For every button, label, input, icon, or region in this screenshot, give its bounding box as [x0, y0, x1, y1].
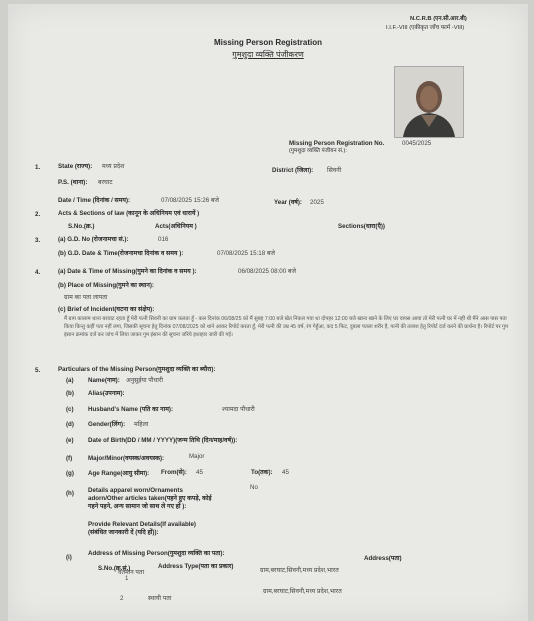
section5-number: 5. — [35, 367, 41, 374]
row-a-key: (a) — [66, 377, 74, 384]
age-range-label: Age Range(आयु सीमा): — [88, 470, 150, 477]
district-label: District (जिला): — [272, 167, 314, 174]
age-from-value: 45 — [196, 469, 203, 476]
major-minor-label: Major/Minor(वयस्क/अवयस्क): — [88, 455, 165, 462]
missing-datetime-value: 06/08/2025 08:00 बजे — [238, 268, 297, 275]
sections-header: Sections(धारा(एँ)) — [338, 223, 385, 230]
name-value: अनुसुईया पौधारी — [126, 377, 163, 384]
gd-no-label: (a) G.D. No (रोजनामचा सं.): — [58, 236, 129, 243]
address-row-1-type: वर्तमान पता — [118, 569, 145, 576]
address-row-1-value: ग्राम,बरघाट,सिवनी,मध्य प्रदेश,भारत — [260, 567, 339, 574]
address-type-header: Address Type(पता का प्रकार) — [158, 563, 234, 570]
document-page — [8, 4, 528, 621]
section1-number: 1. — [35, 164, 41, 171]
title-hi: गुमशुदा व्यक्ति पंजीकरण — [232, 50, 304, 59]
address-sno-header: S.No.(क्र.सं.) — [98, 565, 131, 572]
row-i-key: (i) — [66, 554, 72, 561]
husband-name-label: Husband's Name (पति का नाम): — [88, 406, 174, 413]
age-to-label: To(तक): — [251, 469, 273, 476]
missing-person-photo — [394, 66, 464, 138]
address-header: Address(पता) — [364, 555, 402, 562]
row-g-key: (g) — [66, 470, 74, 477]
section4-number: 4. — [35, 269, 41, 276]
title-en: Missing Person Registration — [213, 38, 323, 47]
apparel-label-3: गहने पहने, अन्य सामान जो साथ ले गए हों ): — [88, 503, 187, 510]
name-label: Name(नाम): — [88, 377, 120, 384]
ps-label: P.S. (थाना): — [58, 179, 88, 186]
particulars-title: Particulars of the Missing Person(गुमशुदा व्यक्ति का ब्यौरा): — [58, 366, 216, 373]
address-label: Address of Missing Person(गुमशुदा व्यक्ति का पता): — [88, 550, 225, 557]
ps-value: बरघाट — [98, 179, 113, 186]
acts-sections-title: Acts & Sections of law (कानून के अधिनियम एवं धारायें ) — [58, 210, 200, 217]
place-of-missing-label: (b) Place of Missing(गुमने का स्थान): — [58, 282, 154, 289]
registration-label: Missing Person Registration No. — [289, 140, 385, 147]
husband-name-value: श्यामदा पौधारी — [222, 406, 255, 413]
row-c-key: (c) — [66, 406, 74, 413]
brief-incident-text: मैं ग्राम कालाम थाना बरघाट रहता हूँ मेरी पत्नी सिवनी का ग्राम कलता हूँ - कल दिनांक 06/08/25 को मैं सुबह 7:00 बजे खेत निकल गया था दोपहर 12:00 बजे खाना खाने के लिए घर वापस आया तो मेरी पत्नी घर में नहीं थी मैंने आस पास पता किया किन्तु कहीं पता नहीं लगा, जिसकी सूचना हेतु दिनांक 07/08/2025 को थाने आकर रिपोर्ट करता हूँ, मेरी पत्नी की उम्र 45 वर्ष, रंग गेहुँआ, कद 5 फिट, दुबला पतला शरीर है, पत्नी की तलाश हेतु रिपोर्ट दर्ज करने की प्रार्थना है। रिपोर्ट पर गुम इंसान क्रमांक दर्ज कर जांच में लिया जाकर गुम इंसान की सूचना जरिये इश्तहार जारी की गई। — [64, 316, 509, 339]
address-row-2-value: ग्राम,बरघाट,सिवनी,मध्य प्रदेश,भारत — [263, 588, 342, 595]
state-value: मध्य प्रदेश — [102, 163, 125, 170]
row-b-key: (b) — [66, 390, 74, 397]
section2-number: 2. — [35, 211, 41, 218]
registration-value: 0045/2025 — [402, 140, 432, 147]
row-d-key: (d) — [66, 421, 74, 428]
gd-date-value: 07/08/2025 15:18 बजे — [217, 250, 276, 257]
address-row-2-type: स्थायी पता — [148, 595, 172, 602]
major-minor-value: Major — [189, 453, 205, 460]
address-row-2-sno: 2 — [120, 595, 124, 602]
relevant-details-label: Provide Relevant Details(If available) — [88, 521, 196, 528]
form-code: I.I.F.-VIII (एकीकृत जाँच फार्म -VIII) — [386, 25, 465, 31]
date-time-value: 07/08/2025 15:26 बजे — [161, 197, 220, 204]
year-label: Year (वर्ष): — [274, 199, 302, 206]
registration-label-hi: (गुमशुदा व्यक्ति पंजीयन सं.): — [289, 148, 347, 154]
row-h-key: (h) — [66, 490, 74, 497]
age-from-label: From(से): — [161, 469, 187, 476]
gd-date-label: (b) G.D. Date & Time(रोजनामचा दिनांक व समय ): — [58, 250, 184, 257]
gender-value: महिला — [134, 421, 149, 428]
place-of-missing-value: ग्राम का पता लापता — [64, 294, 108, 301]
row-f-key: (f) — [66, 455, 73, 462]
alias-label: Alias(उपनाम): — [88, 390, 125, 397]
photo-portrait-icon — [395, 67, 463, 137]
section3-number: 3. — [35, 237, 41, 244]
missing-datetime-label: (a) Date & Time of Missing(गुमने का दिनांक व समय ): — [58, 268, 197, 275]
age-to-value: 45 — [282, 469, 289, 476]
apparel-label-1: Details apparel worn/Ornaments — [88, 487, 183, 494]
year-value: 2025 — [310, 199, 324, 206]
district-value: सिवनी — [327, 167, 342, 174]
gender-label: Gender(लिंग): — [88, 421, 126, 428]
acts-sno-header: S.No.(क्र.) — [68, 223, 95, 230]
apparel-value: No — [250, 484, 258, 491]
brief-incident-label: (c) Brief of Incident(घटना का संक्षेप): — [58, 306, 155, 313]
acts-header: Acts(अधिनियम ) — [155, 223, 197, 230]
apparel-label-2: adorn/Other articles taken(पहने हुए कपड़े, कोई — [88, 495, 212, 502]
relevant-details-label-hi: (संबंधित जानकारी दें (यदि हों)): — [88, 529, 159, 536]
date-time-label: Date / Time (दिनांक / समय): — [58, 197, 131, 204]
row-e-key: (e) — [66, 437, 74, 444]
ncrb-label: N.C.R.B (एन.सी.आर.बी) — [410, 16, 467, 22]
dob-label: Date of Birth(DD / MM / YYYY)(जन्म तिथि (दिन/माह/वर्ष)): — [88, 437, 238, 444]
gd-no-value: 016 — [158, 236, 169, 243]
state-label: State (राज्य): — [58, 163, 93, 170]
address-row-1-sno: 1 — [125, 575, 129, 582]
